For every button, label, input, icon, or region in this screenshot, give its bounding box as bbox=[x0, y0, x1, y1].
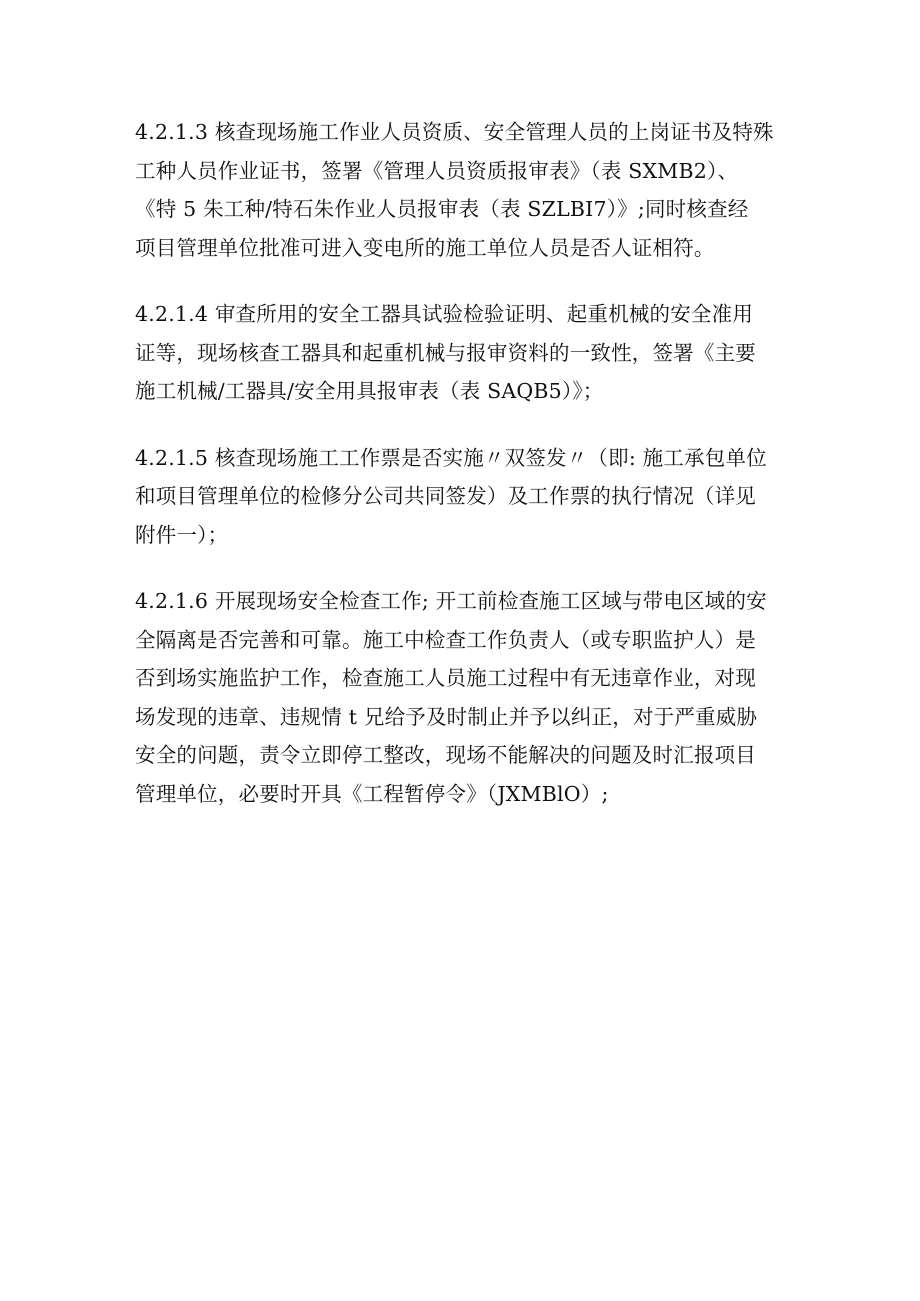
text-line: 管理单位，必要时开具《工程暂停令》（JXMBlO）; bbox=[135, 781, 609, 806]
paragraph-4-2-1-6 bbox=[135, 582, 795, 813]
text-line: 场发现的违章、违规情 t 兄给予及时制止并予以纠正，对于严重威胁 bbox=[135, 704, 758, 729]
text-line: 安全的问题，责令立即停工整改，现场不能解决的问题及时汇报项目 bbox=[135, 743, 756, 767]
paragraph-4-2-1-5 bbox=[135, 439, 795, 555]
text-line: 全隔离是否完善和可靠。施工中检查工作负责人（或专职监护人）是 bbox=[135, 627, 756, 652]
text-line: 项目管理单位批准可进入变电所的施工单位人员是否人证相符。 bbox=[135, 235, 715, 260]
text-line: 《特 5 朱工种/特石朱作业人员报审表（表 SZLBI7）》;同时核查经 bbox=[135, 197, 749, 221]
text-line: 4.2.1.4 审查所用的安全工器具试验检验证明、起重机械的安全准用 bbox=[135, 302, 754, 326]
text-line: 4.2.1.5 核查现场施工工作票是否实施〃双签发〃（即: 施工承包单位 bbox=[135, 445, 767, 470]
text-line: 4.2.1.3 核查现场施工作业人员资质、安全管理人员的上岗证书及特殊 bbox=[135, 120, 774, 144]
paragraph-4-2-1-3 bbox=[135, 113, 795, 267]
text-line: 4.2.1.6 开展现场安全检查工作; 开工前检查施工区域与带电区域的安 bbox=[135, 589, 767, 613]
text-line: 否到场实施监护工作，检查施工人员施工过程中有无违章作业，对现 bbox=[135, 666, 756, 690]
document-body bbox=[135, 113, 795, 841]
text-line: 工种人员作业证书，签署《管理人员资质报审表》（表 SXMB2）、 bbox=[135, 158, 739, 183]
paragraph-4-2-1-4 bbox=[135, 295, 795, 411]
text-line: 施工机械/工器具/安全用具报审表（表 SAQB5）》； bbox=[135, 379, 604, 403]
text-line: 证等，现场核查工器具和起重机械与报审资料的一致性，签署《主要 bbox=[135, 340, 756, 365]
text-line: 和项目管理单位的检修分公司共同签发）及工作票的执行情况（详见 bbox=[135, 484, 756, 508]
text-line: 附件一）； bbox=[135, 522, 229, 547]
